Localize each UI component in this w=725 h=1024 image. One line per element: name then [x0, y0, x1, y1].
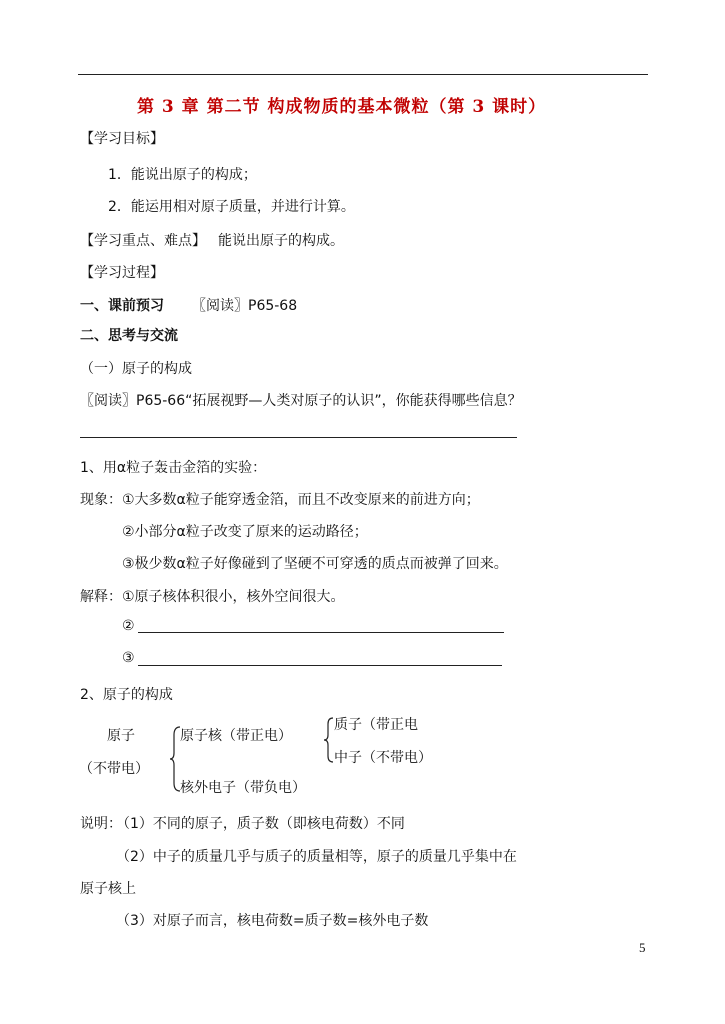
neutron-label: 中子（不带电）	[334, 750, 432, 766]
notes-label: 说明：	[80, 816, 122, 832]
objective-item: 1．能说出原子的构成；	[108, 167, 257, 183]
key-points-text: 能说出原子的构成。	[218, 233, 344, 249]
subsection-atom-structure: （一）原子的构成	[80, 361, 192, 377]
section1-label: 一、课前预习	[80, 298, 164, 314]
objective-item: 2．能运用相对原子质量，并进行计算。	[108, 199, 355, 215]
reading-prompt: 〖阅读〗P65-66“拓展视野—人类对原子的认识”，你能获得哪些信息？	[80, 393, 522, 409]
explanation-label: 解释：	[80, 589, 122, 605]
page-number: 5	[639, 940, 646, 955]
explanation-item: ②	[122, 618, 135, 634]
explanation-item: ③	[122, 650, 135, 666]
note-item: （3）对原子而言，核电荷数=质子数=核外电子数	[116, 913, 429, 929]
page-title: 第 3 章 第二节 构成物质的基本微粒（第 3 课时）	[137, 97, 547, 117]
electrons-label: 核外电子（带负电）	[180, 780, 306, 796]
process-heading: 【学习过程】	[80, 265, 164, 281]
phenomenon-item: ②小部分α粒子改变了原来的运动路径；	[122, 524, 368, 540]
blank-line	[138, 632, 504, 633]
proton-label: 质子（带正电	[334, 717, 418, 733]
atom-charge-label: （不带电）	[79, 761, 149, 777]
nucleus-label: 原子核（带正电）	[180, 728, 292, 744]
explanation-item: ①原子核体积很小，核外空间很大。	[122, 589, 345, 605]
header-rule	[78, 74, 648, 75]
phenomenon-item: ③极少数α粒子好像碰到了坚硬不可穿透的质点而被弹了回来。	[122, 556, 508, 572]
experiment-title: 1、用α粒子轰击金箔的实验：	[80, 460, 267, 476]
section1-reading: 〖阅读〗P65-68	[192, 298, 298, 314]
note-item: （2）中子的质量几乎与质子的质量相等，原子的质量几乎集中在	[116, 849, 517, 865]
blank-line	[138, 665, 502, 666]
objectives-heading: 【学习目标】	[80, 131, 164, 147]
note-item: （1）不同的原子，质子数（即核电荷数）不同	[116, 816, 405, 832]
phenomenon-item: ①大多数α粒子能穿透金箔，而且不改变原来的前进方向；	[122, 492, 480, 508]
key-points-heading: 【学习重点、难点】	[80, 233, 206, 249]
structure-title: 2、原子的构成	[80, 687, 173, 703]
answer-line	[80, 437, 517, 438]
note-item: 原子核上	[80, 881, 136, 897]
atom-label: 原子	[107, 728, 135, 744]
section2-label: 二、思考与交流	[80, 328, 178, 344]
phenomenon-label: 现象：	[80, 492, 122, 508]
